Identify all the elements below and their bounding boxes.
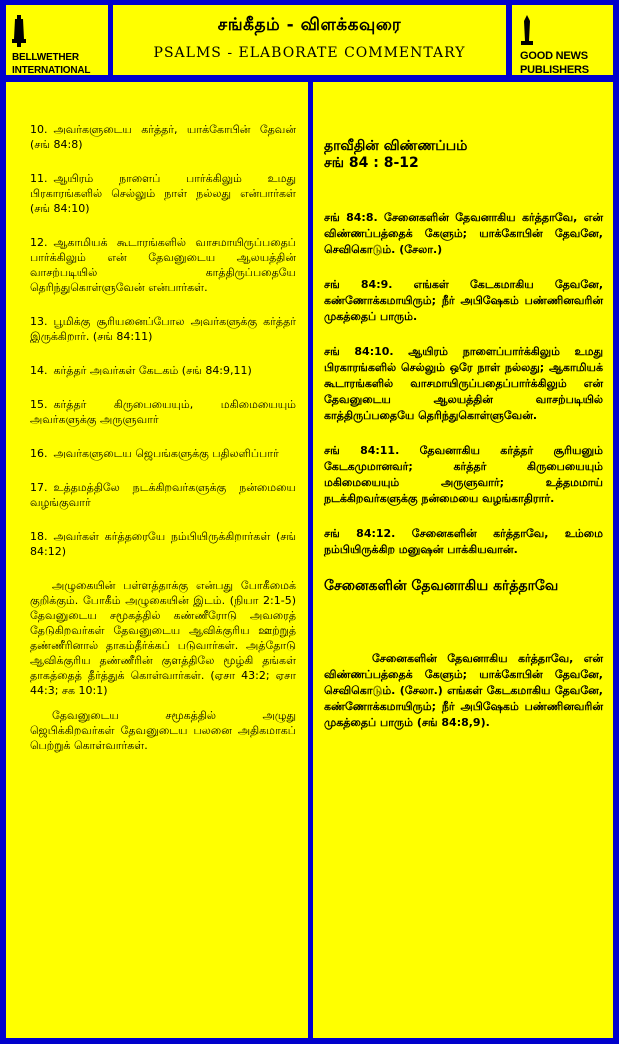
bellwether-line-2: INTERNATIONAL [12, 65, 91, 76]
list-item-text: கர்த்தர் அவர்கள் கேடகம் (சங் 84:9,11) [53, 364, 252, 377]
title-tamil: சங்கீதம் - விளக்கவுரை [217, 15, 402, 35]
list-item [30, 171, 296, 216]
subheading: சேனைகளின் தேவனாகிய கர்த்தாவே [324, 578, 559, 594]
list-item-number: 10. [30, 123, 48, 136]
final-paragraph: சேனைகளின் தேவனாகிய கர்த்தாவே, என் விண்ணப்பத்தைக் கேளும்; யாக்கோபின் தேவனே, செவிகொடும். (சேலா.) எங்கள் கேடகமாகிய தேவனே, கண்ணோக்கமாயிரும்; நீர் அபிஷேகம் பண்ணினவரின் முகத்தைப் பாரும் (சங் 84:8,9). [324, 652, 603, 729]
list-item [30, 235, 296, 295]
verse-paragraph: சங் 84:8. சேனைகளின் தேவனாகிய கர்த்தாவே, என் விண்ணப்பத்தைக் கேளும்; யாக்கோபின் தேவனே, செவிகொடும். (சேலா.) [324, 211, 603, 256]
list-item-text: அவர்களுடைய கர்த்தர், யாக்கோபின் தேவன் (சங் 84:8) [30, 123, 296, 151]
list-item-number: 14. [30, 364, 48, 377]
list-item-text: கர்த்தர் கிருபையையும், மகிமையையும் அவர்களுக்கு அருளுவார் [30, 398, 296, 426]
publisher-logo-icon [520, 15, 534, 47]
list-item [30, 397, 296, 427]
publisher-line-2: PUBLISHERS [520, 64, 589, 76]
list-item-number: 13. [30, 315, 48, 328]
bellwether-logo-text [12, 51, 90, 77]
section-heading-line-1: தாவீதின் விண்ணப்பம் [324, 138, 468, 154]
bellwether-logo [12, 15, 104, 77]
list-item-number: 17. [30, 481, 48, 494]
list-item-number: 11. [30, 172, 48, 185]
verse-paragraph: சங் 84:9. எங்கள் கேடகமாகிய தேவனே, கண்ணோக்கமாயிரும்; நீர் அபிஷேகம் பண்ணினவரின் முகத்தைப் பாரும். [324, 278, 603, 323]
commentary-paragraph-1: அழுகையின் பள்ளத்தாக்கு என்பது போகீமைக் குறிக்கும். போகீம் அழுகையின் இடம். (நியா 2:1-5) தேவனுடைய சமூகத்தில் கண்ணீரோடு அவரைத் தேடுகிறவர்கள் தேவனுடைய ஆவிக்குரிய ஊற்றுத் தண்ணீரினால் தாகம்தீர்க்கப் படுவார்கள். அத்தோடு ஆவிக்குரிய தண்ணீரின் குளத்திலே மூழ்கி தங்கள் தாகத்தைத் தீர்த்துக் கொள்வார்கள். (ஏசா 43:2; ஏசா 44:3; சக 10:1) [30, 579, 296, 697]
header-left-logo-box [6, 5, 108, 75]
verse-paragraph: சங் 84:11. தேவனாகிய கர்த்தர் சூரியனும் கேடகமுமானவர்; கர்த்தர் கிருபையையும் மகிமையையும் அருளுவார்; உத்தமமாய் நடக்கிறவர்களுக்கு நன்மையை வழங்காதிரார். [324, 444, 603, 505]
verse-paragraph: சங் 84:10. ஆயிரம் நாளைப்பார்க்கிலும் உமது பிரகாரங்களில் செல்லும் ஒரே நாள் நல்லது; ஆகாமியக் கூடாரங்களில் வாசமாயிருப்பதைப்பார்க்கிலும் என் தேவனுடைய ஆலயத்தின் வாசற்படியில் காத்திருப்பதையே தெரிந்துகொள்ளுவேன். [324, 345, 603, 422]
commentary-paragraph-2: தேவனுடைய சமூகத்தில் அழுது ஜெபிக்கிறவர்கள் தேவனுடைய பலனை அதிகமாகப் பெற்றுக் கொள்வார்கள். [30, 709, 296, 752]
list-item-number: 15. [30, 398, 48, 411]
section-heading-line-2: சங் 84 : 8-12 [324, 155, 419, 171]
list-item [30, 363, 296, 378]
list-item [30, 446, 296, 461]
list-item [30, 314, 296, 344]
list-item-text: உத்தமத்திலே நடக்கிறவர்களுக்கு நன்மையை வழங்குவார் [30, 481, 296, 509]
header-title-box [113, 5, 506, 75]
list-item [30, 529, 296, 559]
list-item-number: 16. [30, 447, 48, 460]
section-heading [324, 138, 603, 172]
list-item-text: ஆயிரம் நாளைப் பார்க்கிலும் உமது பிரகாரங்களில் செல்லும் நாள் நல்லது என்பார்கள் (சங் 84:10) [30, 172, 296, 215]
header-right-logo-box [512, 5, 613, 75]
list-item-text: அவர்களுடைய ஜெபங்களுக்கு பதிலளிப்பார் [53, 447, 279, 460]
list-item-number: 18. [30, 530, 48, 543]
bellwether-logo-icon [12, 15, 26, 47]
bellwether-line-1: BELLWETHER [12, 52, 79, 63]
title-english: PSALMS - ELABORATE COMMENTARY [153, 45, 466, 61]
verse-paragraph: சங் 84:12. சேனைகளின் கர்த்தாவே, உம்மை நம்பியிருக்கிற மனுஷன் பாக்கியவான். [324, 527, 603, 556]
list-item-number: 12. [30, 236, 48, 249]
publisher-line-1: GOOD NEWS [520, 50, 588, 62]
right-column [313, 82, 613, 1038]
left-column [6, 82, 308, 1038]
list-item [30, 122, 296, 152]
list-item-text: அவர்கள் கர்த்தரையே நம்பியிருக்கிறார்கள் (சங் 84:12) [30, 530, 296, 558]
publisher-logo-text [520, 49, 589, 77]
list-item-text: பூமிக்கு சூரியனைப்போல அவர்களுக்கு கர்த்தர் இருக்கிறார். (சங் 84:11) [30, 315, 296, 343]
list-item-text: ஆகாமியக் கூடாரங்களில் வாசமாயிருப்பதைப் பார்க்கிலும் என் தேவனுடைய ஆலயத்தின் வாசற்படியில் காத்திருப்பதையே தெரிந்துகொள்ளுவேன் என்பார்கள். [30, 236, 296, 294]
list-item [30, 480, 296, 510]
good-news-publishers-logo [520, 15, 608, 77]
